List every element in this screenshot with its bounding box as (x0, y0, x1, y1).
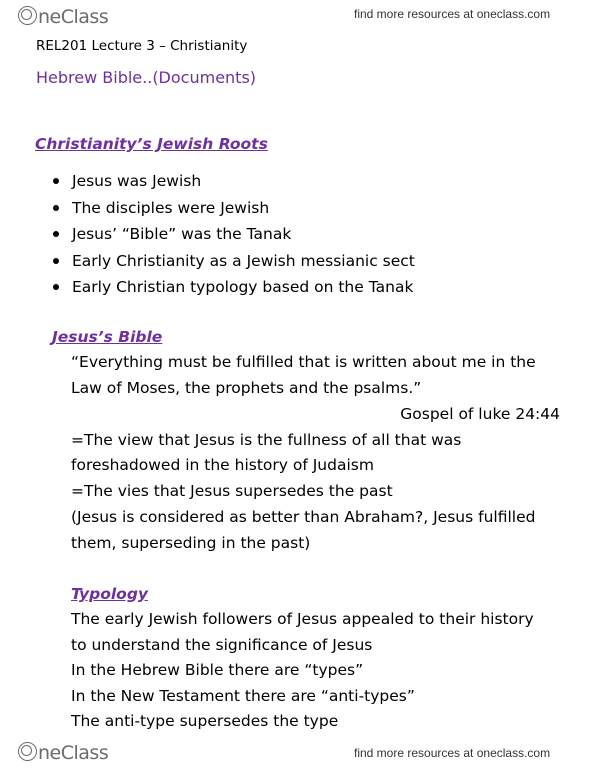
oneclass-logo-icon (18, 6, 37, 25)
logo-text: neClass (38, 6, 109, 28)
section-heading-typology: Typology (71, 585, 149, 603)
list-item (50, 195, 415, 222)
roots-bullet-list (50, 168, 415, 301)
oneclass-footer-logo (18, 740, 108, 764)
bullet-icon (53, 205, 59, 211)
citation: Gospel of luke 24:44 (400, 405, 560, 423)
list-item (50, 274, 415, 301)
body-line: In the Hebrew Bible there are “types” (71, 661, 364, 679)
footer-resources-link[interactable]: find more resources at oneclass.com (354, 746, 551, 760)
bullet-text: Early Christianity as a Jewish messianic sect (72, 251, 415, 270)
body-line: =The view that Jesus is the fullness of all that was (71, 431, 462, 449)
list-item (50, 248, 415, 275)
header-resources-link[interactable]: find more resources at oneclass.com (354, 7, 551, 21)
body-line: Law of Moses, the prophets and the psalms.” (71, 379, 422, 397)
body-line: (Jesus is considered as better than Abraham?, Jesus fulfilled (71, 508, 536, 526)
page-subtitle: Hebrew Bible..(Documents) (36, 68, 257, 87)
bullet-text: The disciples were Jewish (72, 198, 270, 217)
body-line: to understand the significance of Jesus (71, 636, 373, 654)
oneclass-logo (18, 4, 108, 28)
body-line: =The vies that Jesus supersedes the past (71, 482, 393, 500)
section-heading-jesus-bible: Jesus’s Bible (52, 328, 163, 346)
body-line: The early Jewish followers of Jesus appealed to their history (71, 610, 534, 628)
oneclass-logo-icon (18, 742, 37, 761)
bullet-text: Early Christian typology based on the Tanak (72, 278, 414, 297)
body-line: them, superseding in the past) (71, 534, 311, 552)
bullet-icon (53, 178, 59, 184)
body-line: The anti-type supersedes the type (71, 712, 339, 730)
page-title: REL201 Lecture 3 – Christianity (36, 38, 248, 54)
body-line: In the New Testament there are “anti-types” (71, 687, 415, 705)
body-line: “Everything must be fulfilled that is written about me in the (71, 353, 536, 371)
bullet-icon (53, 284, 59, 290)
list-item (50, 168, 415, 195)
bullet-text: Jesus’ “Bible” was the Tanak (72, 225, 292, 244)
section-heading-jewish-roots: Christianity’s Jewish Roots (35, 135, 268, 153)
bullet-icon (53, 231, 59, 237)
bullet-text: Jesus was Jewish (72, 172, 202, 191)
logo-text: neClass (38, 742, 109, 764)
list-item (50, 221, 415, 248)
bullet-icon (53, 258, 59, 264)
body-line: foreshadowed in the history of Judaism (71, 456, 374, 474)
